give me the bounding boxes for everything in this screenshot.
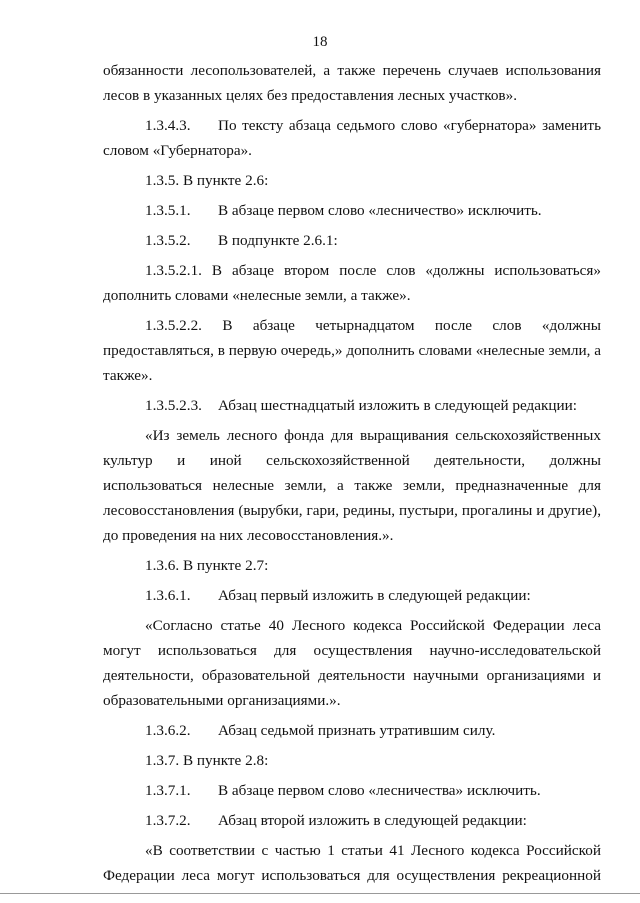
text-line: образовательными организациями.».: [103, 692, 341, 709]
paragraph-1-3-6: 1.3.6. В пункте 2.7:: [145, 557, 269, 574]
paragraph-1-3-7-1: [103, 778, 601, 803]
paragraph-1-3-7: 1.3.7. В пункте 2.8:: [145, 752, 269, 769]
paragraph-1-3-5-2-3: [103, 393, 601, 418]
text-line: В абзаце первом слово «лесничество» исключить.: [218, 202, 542, 219]
clause-number: 1.3.6.1.: [145, 587, 191, 604]
page-number: 18: [312, 34, 328, 50]
text-line: 1.3.5.2.1. В абзаце втором после слов «должны использоваться»: [145, 262, 601, 279]
paragraph-1-3-5-2-2: [103, 313, 601, 388]
paragraph-1-3-5-2-1: [103, 258, 601, 308]
quoted-paragraph: [103, 838, 601, 888]
text-line: В абзаце первом слово «лесничества» исключить.: [218, 782, 541, 799]
text-line: «В соответствии с частью 1 статьи 41 Лесного кодекса Российской: [145, 842, 601, 859]
clause-number: 1.3.7.1.: [145, 782, 191, 799]
text-line: «Согласно статье 40 Лесного кодекса Российской Федерации леса: [145, 617, 601, 634]
paragraph-1-3-5-1: [103, 198, 601, 223]
clause-number: 1.3.5.2.3.: [145, 397, 202, 414]
text-line: Абзац первый изложить в следующей редакции:: [218, 587, 531, 604]
text-line: предоставляться, в первую очередь,» дополнить словами «нелесные земли, а: [103, 342, 601, 359]
paragraph-continuation: [103, 58, 601, 108]
text-line: Абзац седьмой признать утратившим силу.: [218, 722, 496, 739]
text-line: 1.3.5.2.2. В абзаце четырнадцатом после слов «должны: [145, 317, 601, 334]
text-line: По тексту абзаца седьмого слово «губернатора» заменить: [218, 117, 601, 134]
paragraph-1-3-6-1: [103, 583, 601, 608]
footer-divider: [0, 893, 640, 894]
text-line: лесов в указанных целях без предоставления лесных участков».: [103, 87, 517, 104]
quoted-paragraph: [103, 423, 601, 548]
text-line: культур и иной сельскохозяйственной деятельности, должны: [103, 452, 601, 469]
paragraph-1-3-4-3: [103, 113, 601, 163]
document-body: [103, 58, 601, 888]
text-line: деятельности, образовательной деятельности научными организациями и: [103, 667, 601, 684]
text-line: обязанности лесопользователей, а также перечень случаев использования: [103, 62, 601, 79]
text-line: могут использоваться для осуществления научно-исследовательской: [103, 642, 601, 659]
text-line: дополнить словами «нелесные земли, а также».: [103, 287, 411, 304]
text-line: Абзац второй изложить в следующей редакции:: [218, 812, 527, 829]
text-line: Федерации леса могут использоваться для осуществления рекреационной: [103, 867, 601, 884]
text-line: «Из земель лесного фонда для выращивания сельскохозяйственных: [145, 427, 601, 444]
clause-number: 1.3.6.2.: [145, 722, 191, 739]
clause-number: 1.3.7.2.: [145, 812, 191, 829]
text-line: также».: [103, 367, 153, 384]
text-line: Абзац шестнадцатый изложить в следующей редакции:: [218, 397, 577, 414]
text-line: В подпункте 2.6.1:: [218, 232, 338, 249]
text-line: лесовосстановления (вырубки, гари, редины, пустыри, прогалины и другие),: [103, 502, 601, 519]
paragraph-1-3-7-2: [103, 808, 601, 833]
text-line: использоваться нелесные земли, а также земли, предназначенные для: [103, 477, 601, 494]
paragraph-1-3-6-2: [103, 718, 601, 743]
text-line: словом «Губернатора».: [103, 142, 252, 159]
paragraph-1-3-5-2: [103, 228, 601, 253]
clause-number: 1.3.5.1.: [145, 202, 191, 219]
text-line: до проведения на них лесовосстановления.».: [103, 527, 394, 544]
clause-number: 1.3.4.3.: [145, 117, 191, 134]
quoted-paragraph: [103, 613, 601, 713]
paragraph-1-3-5: 1.3.5. В пункте 2.6:: [145, 172, 269, 189]
clause-number: 1.3.5.2.: [145, 232, 191, 249]
